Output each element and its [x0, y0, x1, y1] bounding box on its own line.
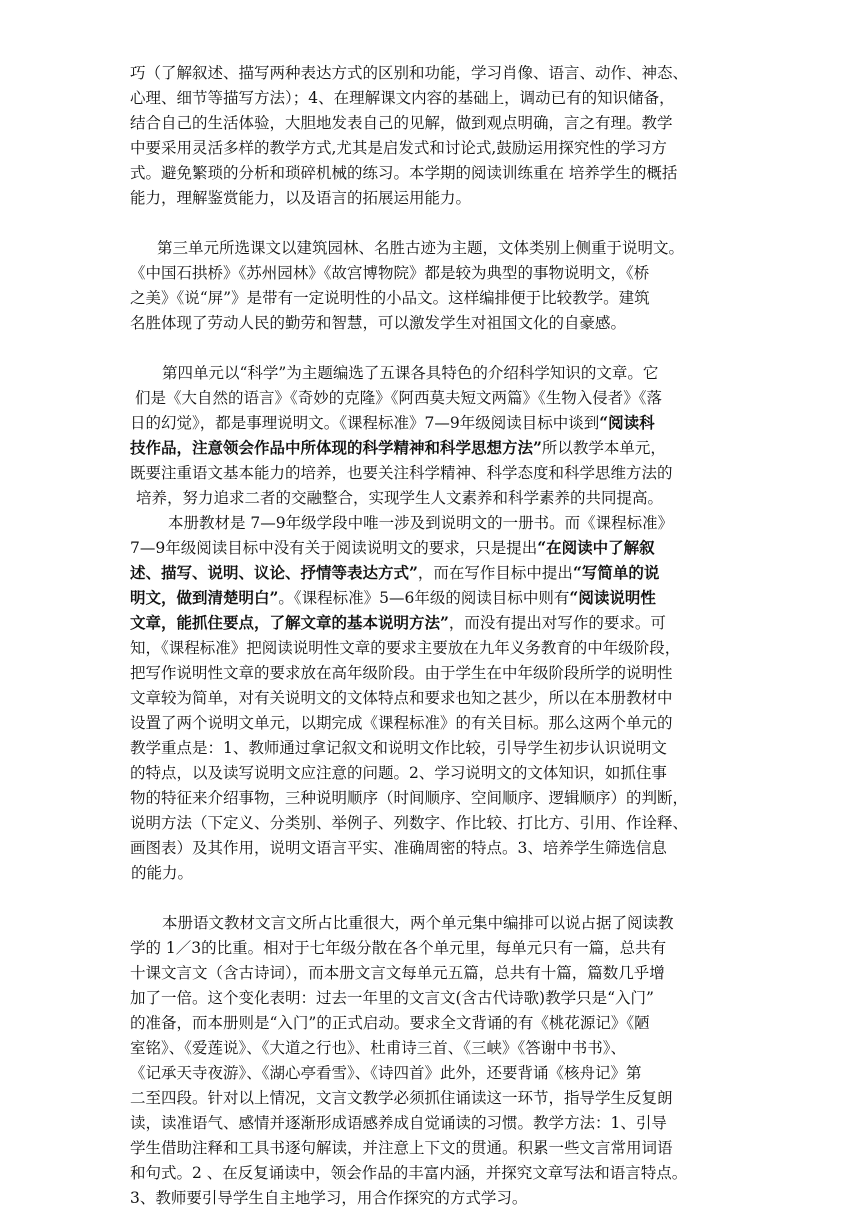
text-span: ，而没有提出对写作的要求。可	[448, 614, 666, 632]
text-line	[130, 811, 736, 835]
text-line	[135, 386, 736, 410]
text-line	[130, 1086, 732, 1110]
text-line	[130, 1161, 732, 1185]
bold-text: 技作品，注意领会作品中所体现的科学精神和科学思想方法”	[130, 438, 542, 457]
text-line	[130, 586, 736, 610]
text-span: 室铭》、《爱莲说》、《大道之行也》、杜甫诗三首、《三峡》《答谢中书书》、	[130, 1039, 627, 1057]
text-span: 和句式。2 、在反复诵读中，领会作品的丰富内涵，并探究文章写法和语言特点。	[130, 1164, 688, 1182]
text-line	[131, 861, 736, 885]
text-span: 结合自己的生活体验，大胆地发表自己的见解，做到观点明确，言之有理。教学	[130, 114, 673, 132]
text-line	[130, 1186, 732, 1210]
text-line	[130, 986, 732, 1010]
bold-text: “阅读科	[599, 413, 655, 432]
text-span: 所以教学本单元，	[541, 439, 666, 457]
text-span: 教学重点是：1、教师通过拿记叙文和说明文作比较，引导学生初步认识说明文	[130, 739, 667, 757]
bold-text: “阅读说明性	[569, 588, 656, 607]
text-span: 。《课程标准》5—6年级的阅读目标中则有	[278, 589, 570, 607]
text-span: ，而在写作目标中提出	[417, 564, 573, 582]
text-line	[130, 1136, 732, 1160]
bold-text: 明文，做到清楚明白”	[130, 588, 279, 607]
text-line	[130, 111, 730, 135]
bold-text: “在阅读中了解叙	[537, 538, 655, 557]
text-span: 中要采用灵活多样的教学方式,尤其是启发式和讨论式,鼓励运用探究性的学习方	[130, 139, 667, 157]
text-span: 画图表）及其作用，说明文语言平实、准确周密的特点。3、培养学生筛选信息	[130, 839, 667, 857]
text-span: 第四单元以“科学”为主题编选了五课各具特色的介绍科学知识的文章。它	[162, 364, 659, 382]
text-line	[130, 1111, 732, 1135]
text-span: 物的特征来介绍事物，三种说明顺序（时间顺序、空间顺序、逻辑顺序）的判断，	[130, 789, 689, 807]
text-span: 学生借助注释和工具书逐句解读，并注意上下文的贯通。积累一些文言常用词语	[130, 1139, 673, 1157]
text-line	[162, 361, 736, 385]
text-span: 十课文言文（含古诗词），而本册文言文每单元五篇，总共有十篇，篇数几乎增	[130, 964, 665, 982]
text-span: 的能力。	[131, 864, 194, 882]
text-span: 之美》《说“屏”》是带有一定说明性的小品文。这样编排便于比较教学。建筑	[130, 289, 650, 307]
text-span: 二至四段。针对以上情况，文言文教学必须抓住诵读这一环节，指导学生反复朗	[130, 1089, 673, 1107]
bold-text: 述、描写、说明、议论、抒情等表达方式”	[130, 563, 418, 582]
text-span: 能力，理解鉴赏能力，以及语言的拓展运用能力。	[130, 189, 472, 207]
text-line	[168, 511, 736, 535]
text-line	[130, 86, 730, 110]
text-span: 本册语文教材文言文所占比重很大，两个单元集中编排可以说占据了阅读教	[162, 914, 674, 932]
text-line	[130, 661, 736, 685]
text-line	[130, 611, 736, 635]
text-line	[157, 236, 730, 260]
bold-text: “写简单的说	[572, 563, 660, 582]
text-span: 本册教材是 7—9年级学段中唯一涉及到说明文的一册书。而《课程标准》	[168, 514, 674, 532]
text-span: 的特点，以及读写说明文应注意的问题。2、学习说明文的文体知识，如抓住事	[130, 764, 667, 782]
text-line	[130, 186, 730, 210]
text-span: 心理、细节等描写方法）；4、在理解课文内容的基础上，调动已有的知识储备，	[130, 89, 675, 107]
text-line	[130, 736, 736, 760]
text-line	[130, 786, 736, 810]
text-span: 设置了两个说明文单元，以期完成《课程标准》的有关目标。那么这两个单元的	[130, 714, 673, 732]
text-line	[130, 311, 730, 335]
text-span: 日的幻觉》，都是事理说明文。《课程标准》7—9年级阅读目标中谈到	[130, 414, 600, 432]
text-span: 式。避免繁琐的分析和琐碎机械的练习。本学期的阅读训练重在 培养学生的概括	[130, 164, 678, 182]
text-span: 读，读准语气、感情并逐渐形成语感养成自觉诵读的习惯。教学方法：1、引导	[130, 1114, 667, 1132]
text-line	[130, 561, 736, 585]
text-line	[130, 61, 730, 85]
text-line	[130, 461, 736, 485]
text-span: 知，《课程标准》把阅读说明性文章的要求主要放在九年义务教育的中年级阶段，	[130, 639, 681, 657]
text-line	[130, 161, 730, 185]
text-line	[130, 711, 736, 735]
text-span: 3、教师要引导学生自主地学习，用合作探究的方式学习。	[130, 1189, 528, 1207]
text-span: 第三单元所选课文以建筑园林、名胜古迹为主题，文体类别上侧重于说明文。	[157, 239, 685, 257]
text-line	[130, 286, 730, 310]
text-line	[130, 836, 736, 860]
text-span: 既要注重语文基本能力的培养，也要关注科学精神、科学态度和科学思维方法的	[130, 464, 673, 482]
text-line	[130, 1011, 732, 1035]
text-span: 把写作说明性文章的要求放在高年级阶段。由于学生在中年级阶段所学的说明性	[130, 664, 673, 682]
text-span: 文章较为简单，对有关说明文的文体特点和要求也知之甚少，所以在本册教材中	[130, 689, 673, 707]
text-line	[130, 136, 730, 160]
text-span: 7—9年级阅读目标中没有关于阅读说明文的要求，只是提出	[130, 539, 538, 557]
text-line	[130, 536, 736, 560]
text-span: 名胜体现了劳动人民的勤劳和智慧，可以激发学生对祖国文化的自豪感。	[130, 314, 627, 332]
text-span: 们是《大自然的语言》《奇妙的克隆》《阿西莫夫短文两篇》《生物入侵者》《落	[135, 389, 663, 407]
text-line	[130, 686, 736, 710]
text-line	[130, 636, 736, 660]
text-line	[130, 936, 732, 960]
text-span: 说明方法（下定义、分类别、举例子、列数字、作比较、打比方、引用、作诠释、	[130, 814, 689, 832]
text-span: 加了一倍。这个变化表明：过去一年里的文言文(含古代诗歌)教学只是“入门”	[130, 989, 654, 1007]
text-line	[130, 436, 736, 460]
text-line	[130, 1061, 732, 1085]
text-line	[162, 911, 732, 935]
text-span: 培养，努力追求二者的交融整合，实现学生人文素养和科学素养的共同提高。	[136, 489, 664, 507]
text-line	[130, 261, 730, 285]
text-span: 的准备，而本册则是“入门”的正式启动。要求全文背诵的有《桃花源记》《陋	[130, 1014, 650, 1032]
text-span: 学的 1／3的比重。相对于七年级分散在各个单元里，每单元只有一篇，总共有	[130, 939, 667, 957]
text-span: 《记承天寺夜游》、《湖心亭看雪》、《诗四首》此外，还要背诵《核舟记》第	[130, 1064, 642, 1082]
text-line	[130, 1036, 732, 1060]
text-span: 巧（了解叙述、描写两种表达方式的区别和功能，学习肖像、语言、动作、神态、	[130, 64, 689, 82]
text-line	[136, 486, 736, 510]
text-line	[130, 761, 736, 785]
text-span: 《中国石拱桥》《苏州园林》《故宫博物院》都是较为典型的事物说明文，《桥	[130, 264, 650, 282]
text-line	[130, 411, 736, 435]
bold-text: 文章，能抓住要点，了解文章的基本说明方法”	[130, 613, 449, 632]
text-line	[130, 961, 732, 985]
